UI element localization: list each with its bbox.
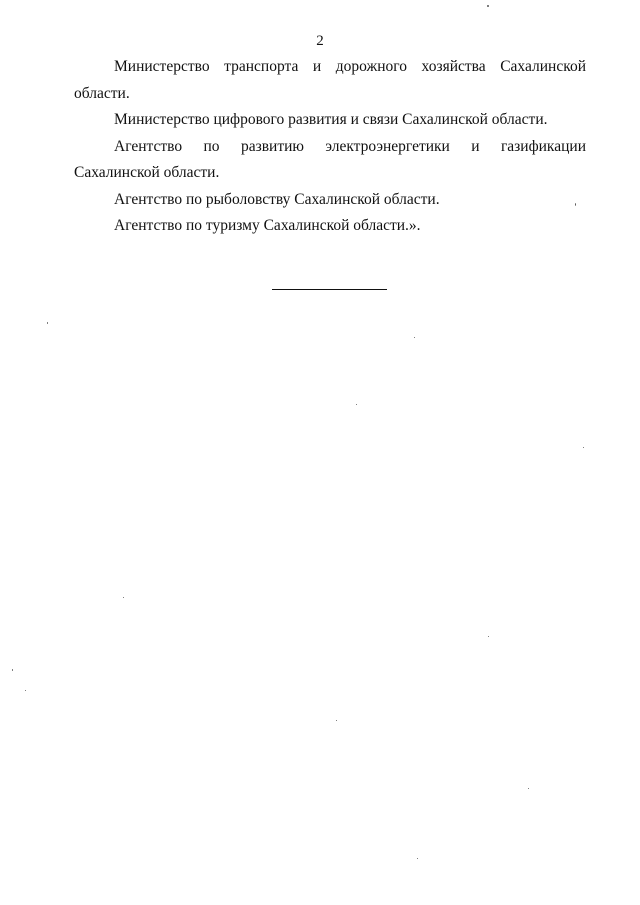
closing-separator-line [272, 289, 387, 290]
scan-speck [487, 5, 489, 7]
scan-speck [356, 404, 357, 405]
page-number: 2 [316, 33, 324, 49]
scan-speck [583, 447, 584, 448]
paragraph-ministry-digital: Министерство цифрового развития и связи Сахалинской области. [114, 111, 548, 128]
scan-speck [123, 597, 124, 598]
scan-speck [417, 858, 418, 859]
paragraph-agency-fishery: Агентство по рыболовству Сахалинской области. [114, 190, 440, 208]
scan-speck [336, 720, 337, 721]
scan-speck [414, 337, 415, 338]
scan-speck [575, 203, 576, 206]
paragraph-ministry-transport: Министерство транспорта и дорожного хозяйства Сахалинской области. [74, 58, 586, 102]
scan-speck [25, 690, 26, 691]
scan-speck [47, 322, 48, 324]
scan-speck [12, 669, 13, 671]
scan-speck [488, 636, 489, 637]
document-body [74, 54, 586, 240]
paragraph-agency-energy: Агентство по развитию электроэнергетики и газификации Сахалинской области. [74, 137, 586, 181]
paragraph-agency-tourism: Агентство по туризму Сахалинской области.». [114, 217, 421, 234]
scan-speck [528, 788, 529, 789]
